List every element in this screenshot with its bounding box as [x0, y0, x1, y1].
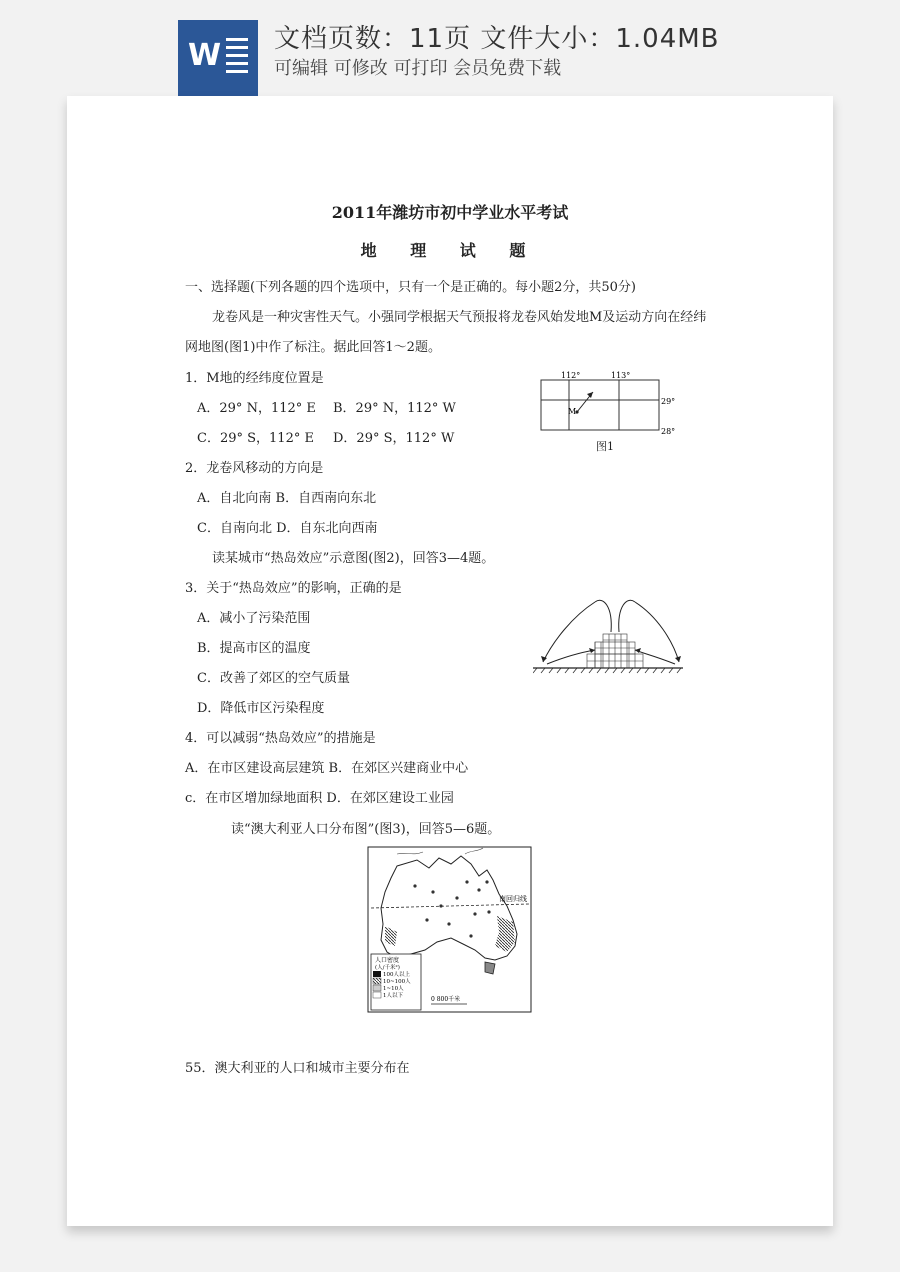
- question-4-options-ab: A．在市区建设高层建筑 B．在郊区兴建商业中心: [185, 761, 469, 776]
- legend-swatch-2: [373, 978, 381, 984]
- question-2-options-cd: C．自南向北 D．自东北向西南: [197, 521, 378, 536]
- longitude-112-label: 112°: [561, 371, 581, 380]
- exam-subject: 地 理 试 题: [360, 241, 540, 260]
- legend-swatch-4: [373, 992, 381, 998]
- question-3-option-c: C．改善了郊区的空气质量: [197, 671, 350, 686]
- file-info-title: 文档页数：11页 文件大小：1.04MB: [274, 24, 720, 54]
- section-heading: 一、选择题(下列各题的四个选项中，只有一个是正确的。每小题2分，共50分): [185, 280, 636, 295]
- legend-item-3: 1~10人: [383, 986, 404, 992]
- legend-item-1: 100人以上: [383, 972, 410, 978]
- legend-swatch-1: [373, 971, 381, 977]
- question-2-options-ab: A．自北向南 B．自西南向东北: [197, 491, 377, 506]
- legend-unit: (人/千米²): [375, 965, 400, 971]
- download-banner: [0, 0, 900, 96]
- question-1-option-b: B．29° N，112° W: [333, 401, 456, 416]
- intro-paragraph-1b: 网地图(图1)中作了标注。据此回答1～2题。: [185, 340, 441, 355]
- intro-paragraph-3: 读“澳大利亚人口分布图”(图3)，回答5—6题。: [231, 822, 501, 837]
- figure-2-heat-island-diagram: [533, 596, 685, 676]
- latitude-29-label: 29°: [661, 397, 676, 406]
- exam-title: 2011年潍坊市初中学业水平考试: [331, 203, 569, 222]
- question-4: 4．可以减弱“热岛效应”的措施是: [185, 731, 376, 746]
- legend-swatch-3: [373, 985, 381, 991]
- longitude-113-label: 113°: [611, 371, 631, 380]
- question-1-option-d: D．29° S，112° W: [333, 431, 455, 446]
- legend-title: 人口密度: [375, 957, 400, 964]
- question-4-options-cd: c．在市区增加绿地面积 D．在郊区建设工业园: [185, 791, 454, 806]
- question-2: 2．龙卷风移动的方向是: [185, 461, 324, 476]
- latitude-28-label: 28°: [661, 427, 676, 436]
- question-3-option-b: B．提高市区的温度: [197, 641, 311, 656]
- intro-paragraph-1a: 龙卷风是一种灾害性天气。小强同学根据天气预报将龙卷风始发地M及运动方向在经纬: [212, 310, 707, 325]
- document-page: [67, 96, 833, 1226]
- legend-item-2: 10~100人: [383, 979, 411, 985]
- question-1-option-c: C．29° S，112° E: [197, 431, 314, 446]
- scale-bar-label: 0 800千米: [431, 996, 461, 1003]
- question-3-option-a: A．减小了污染范围: [197, 611, 311, 626]
- question-3: 3．关于“热岛效应”的影响，正确的是: [185, 581, 402, 596]
- file-info-subtitle: 可编辑 可修改 可打印 会员免费下载: [274, 58, 562, 79]
- figure-3-australia-population-map: [367, 846, 533, 1014]
- question-5: 55．澳大利亚的人口和城市主要分布在: [185, 1061, 410, 1076]
- word-icon-letter: W: [188, 38, 222, 73]
- legend-item-4: 1人以下: [383, 993, 403, 999]
- question-3-option-d: D．降低市区污染程度: [197, 701, 325, 716]
- question-1: 1．M地的经纬度位置是: [185, 371, 324, 386]
- figure-1-caption: 图1: [596, 440, 614, 453]
- word-document-icon: [178, 20, 258, 96]
- question-1-option-a: A．29° N，112° E: [197, 401, 316, 416]
- intro-paragraph-2: 读某城市“热岛效应”示意图(图2)，回答3—4题。: [212, 551, 495, 566]
- tropic-label: 南回归线: [499, 895, 527, 903]
- point-m-label: M: [568, 407, 577, 416]
